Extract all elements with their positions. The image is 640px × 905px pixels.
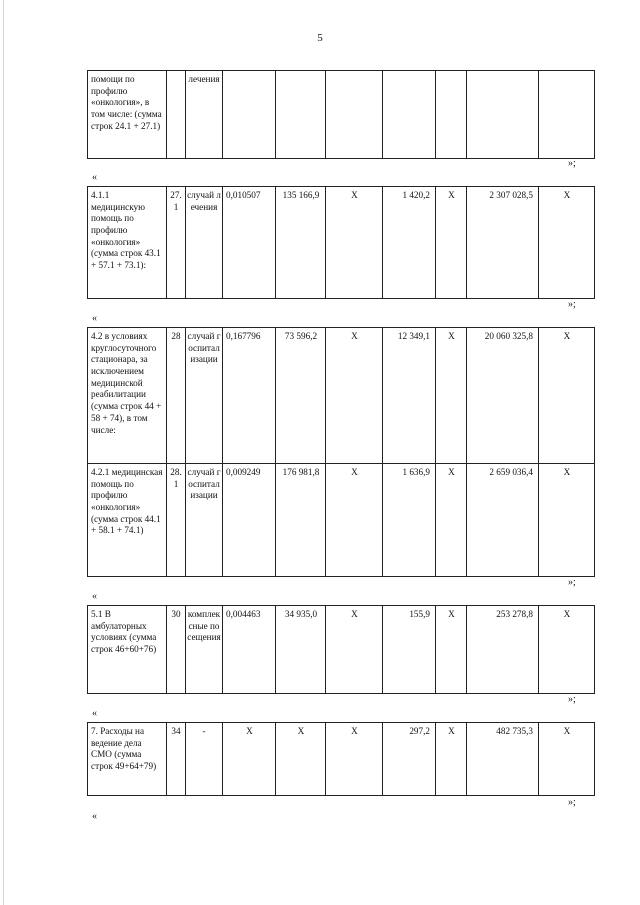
cell-x: X — [436, 187, 467, 299]
table-row — [88, 71, 595, 159]
cell-x: X — [436, 606, 467, 694]
cell-norm: 0,009249 — [223, 464, 276, 577]
cell-x — [539, 71, 595, 159]
cell-norm: 0,010507 — [223, 187, 276, 299]
closing-quote: »; — [568, 577, 576, 588]
cell-per-capita: 1 636,9 — [383, 464, 436, 577]
opening-quote: « — [92, 172, 97, 183]
opening-quote: « — [92, 591, 97, 602]
cell-per-capita: 12 349,1 — [383, 328, 436, 464]
cell-x: X — [326, 464, 383, 577]
cell-x: X — [326, 187, 383, 299]
cell-name: 7. Расходы на ведение дела СМО (сумма строк 49+64+79) — [88, 723, 167, 796]
cell-x: X — [326, 606, 383, 694]
cell-x: X — [326, 328, 383, 464]
cell-per-capita: 1 420,2 — [383, 187, 436, 299]
cell-unit: комплексные посещения — [186, 606, 223, 694]
opening-quote: « — [92, 811, 97, 822]
cell-cost: X — [276, 723, 326, 796]
cell-per-capita — [383, 71, 436, 159]
table-row — [88, 464, 595, 577]
cell-cost: 176 981,8 — [276, 464, 326, 577]
cell-cost: 73 596,2 — [276, 328, 326, 464]
cell-x: X — [539, 606, 595, 694]
cell-x: X — [436, 723, 467, 796]
table-row — [88, 328, 595, 464]
cell-x: X — [539, 187, 595, 299]
cell-per-capita: 297,2 — [383, 723, 436, 796]
cell-x — [326, 71, 383, 159]
table-row — [88, 606, 595, 694]
cell-unit: случай лечения — [186, 187, 223, 299]
table-row — [88, 723, 595, 796]
closing-quote: »; — [568, 797, 576, 808]
table-fragment-oncology-header — [87, 70, 595, 159]
cell-unit: - — [186, 723, 223, 796]
cell-x: X — [539, 464, 595, 577]
cell-name: 4.2 в условиях круглосуточного стационара, за исключением медицинской реабилитации (сумма строк 44 + 58 + 74), в том числе: — [88, 328, 167, 464]
cell-unit: лечения — [186, 71, 223, 159]
page-number: 5 — [317, 32, 323, 44]
cell-row-number: 28.1 — [167, 464, 186, 577]
cell-x: X — [539, 723, 595, 796]
cell-per-capita: 155,9 — [383, 606, 436, 694]
cell-total: 482 735,3 — [467, 723, 539, 796]
cell-cost — [276, 71, 326, 159]
closing-quote: »; — [568, 299, 576, 310]
cell-norm: X — [223, 723, 276, 796]
opening-quote: « — [92, 708, 97, 719]
cell-x: X — [326, 723, 383, 796]
table-fragment-5-1 — [87, 605, 595, 694]
cell-total: 253 278,8 — [467, 606, 539, 694]
cell-total: 20 060 325,8 — [467, 328, 539, 464]
cell-x — [436, 71, 467, 159]
cell-unit: случай госпитализации — [186, 464, 223, 577]
cell-total: 2 307 028,5 — [467, 187, 539, 299]
cell-row-number: 27.1 — [167, 187, 186, 299]
table-fragment-7 — [87, 722, 595, 796]
cell-row-number: 30 — [167, 606, 186, 694]
cell-x: X — [539, 328, 595, 464]
cell-row-number — [167, 71, 186, 159]
closing-quote: »; — [568, 158, 576, 169]
cell-row-number: 28 — [167, 328, 186, 464]
cell-cost: 135 166,9 — [276, 187, 326, 299]
cell-name: 5.1 В амбулаторных условиях (сумма строк 46+60+76) — [88, 606, 167, 694]
cell-norm: 0,167796 — [223, 328, 276, 464]
cell-name: помощи по профилю «онкология», в том числе: (сумма строк 24.1 + 27.1) — [88, 71, 167, 159]
table-row — [88, 187, 595, 299]
cell-name: 4.1.1 медицинскую помощь по профилю «онкология» (сумма строк 43.1 + 57.1 + 73.1): — [88, 187, 167, 299]
cell-unit: случай госпитализации — [186, 328, 223, 464]
table-fragment-4-1-1 — [87, 186, 595, 299]
cell-total: 2 659 036,4 — [467, 464, 539, 577]
table-fragment-4-2 — [87, 327, 595, 577]
cell-x: X — [436, 464, 467, 577]
closing-quote: »; — [568, 694, 576, 705]
opening-quote: « — [92, 313, 97, 324]
cell-row-number: 34 — [167, 723, 186, 796]
cell-x: X — [436, 328, 467, 464]
cell-norm — [223, 71, 276, 159]
cell-name: 4.2.1 медицинская помощь по профилю «онкология» (сумма строк 44.1 + 58.1 + 74.1) — [88, 464, 167, 577]
scan-edge-line — [3, 0, 4, 905]
cell-total — [467, 71, 539, 159]
cell-cost: 34 935,0 — [276, 606, 326, 694]
cell-norm: 0,004463 — [223, 606, 276, 694]
